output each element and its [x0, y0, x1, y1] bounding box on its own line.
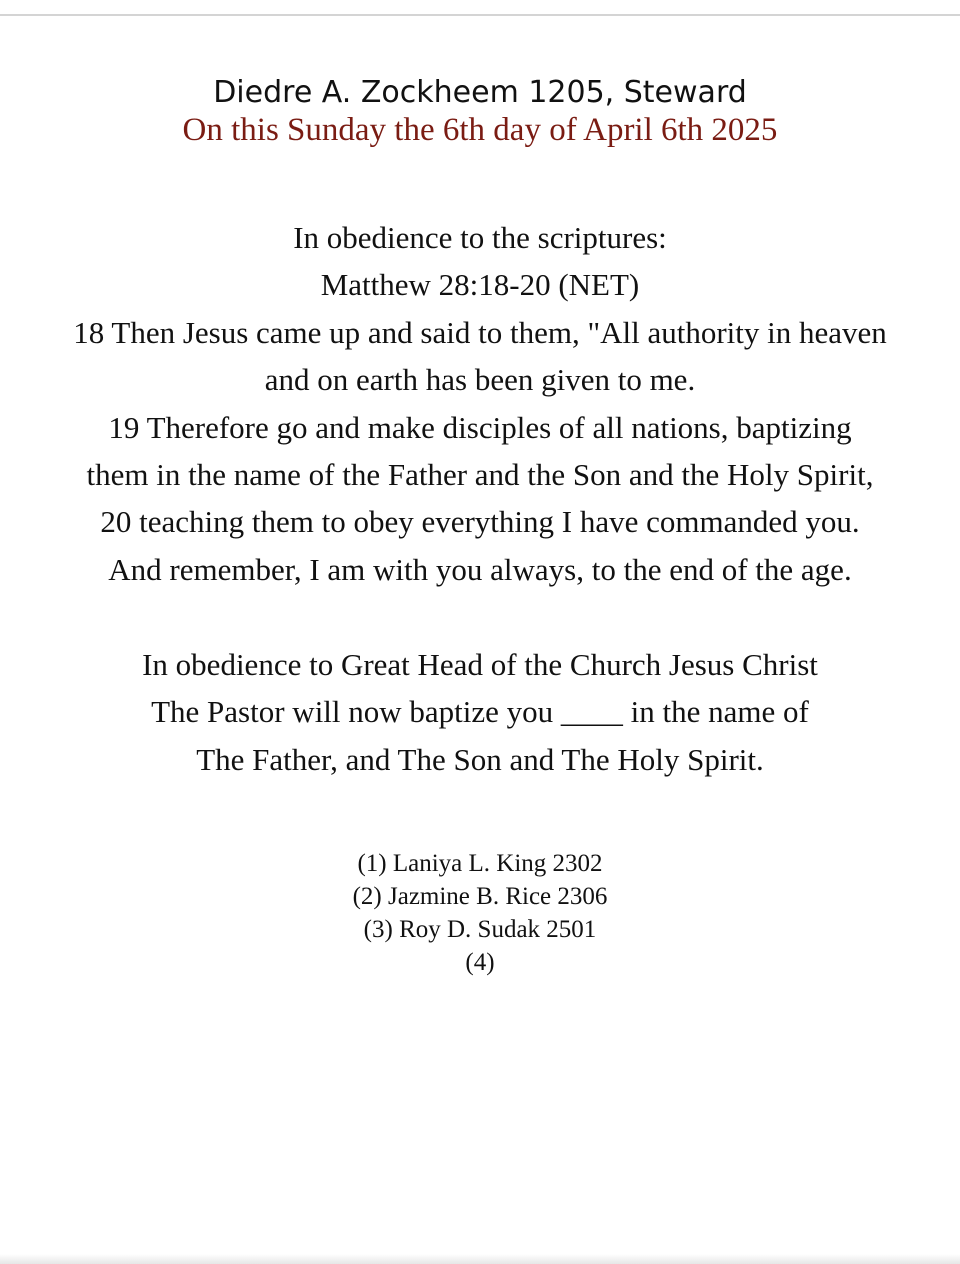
scripture-intro: In obedience to the scriptures: [293, 220, 667, 255]
bottom-edge [0, 1254, 960, 1264]
scripture-verse-line: them in the name of the Father and the Son and the Holy Spirit, [86, 457, 874, 493]
scripture-verse-line: 20 teaching them to obey everything I have commanded you. [100, 504, 860, 540]
declaration-line: In obedience to Great Head of the Church Jesus Christ [142, 647, 818, 682]
candidate-list [0, 847, 960, 979]
scripture-verse-line: And remember, I am with you always, to the end of the age. [108, 551, 852, 587]
list-item: (1) Laniya L. King 2302 [357, 850, 603, 877]
list-item: (4) [465, 949, 495, 976]
declaration-line: The Father, and The Son and The Holy Spirit. [196, 741, 764, 777]
baptism-declaration [0, 641, 960, 783]
scripture-verse-line: 18 Then Jesus came up and said to them, "All authority in heaven [73, 314, 887, 350]
top-divider [0, 0, 960, 16]
declaration-line: The Pastor will now baptize you ____ in the name of [151, 694, 809, 730]
scripture-passage [0, 214, 960, 593]
scripture-reference: Matthew 28:18-20 (NET) [320, 267, 640, 303]
list-item: (3) Roy D. Sudak 2501 [363, 916, 597, 943]
steward-line: Diedre A. Zockheem 1205, Steward [213, 75, 747, 110]
list-item: (2) Jazmine B. Rice 2306 [352, 883, 608, 910]
date-line: On this Sunday the 6th day of April 6th 2025 [182, 112, 778, 148]
scripture-verse-line: and on earth has been given to me. [264, 362, 696, 398]
scripture-verse-line: 19 Therefore go and make disciples of all nations, baptizing [108, 409, 852, 445]
